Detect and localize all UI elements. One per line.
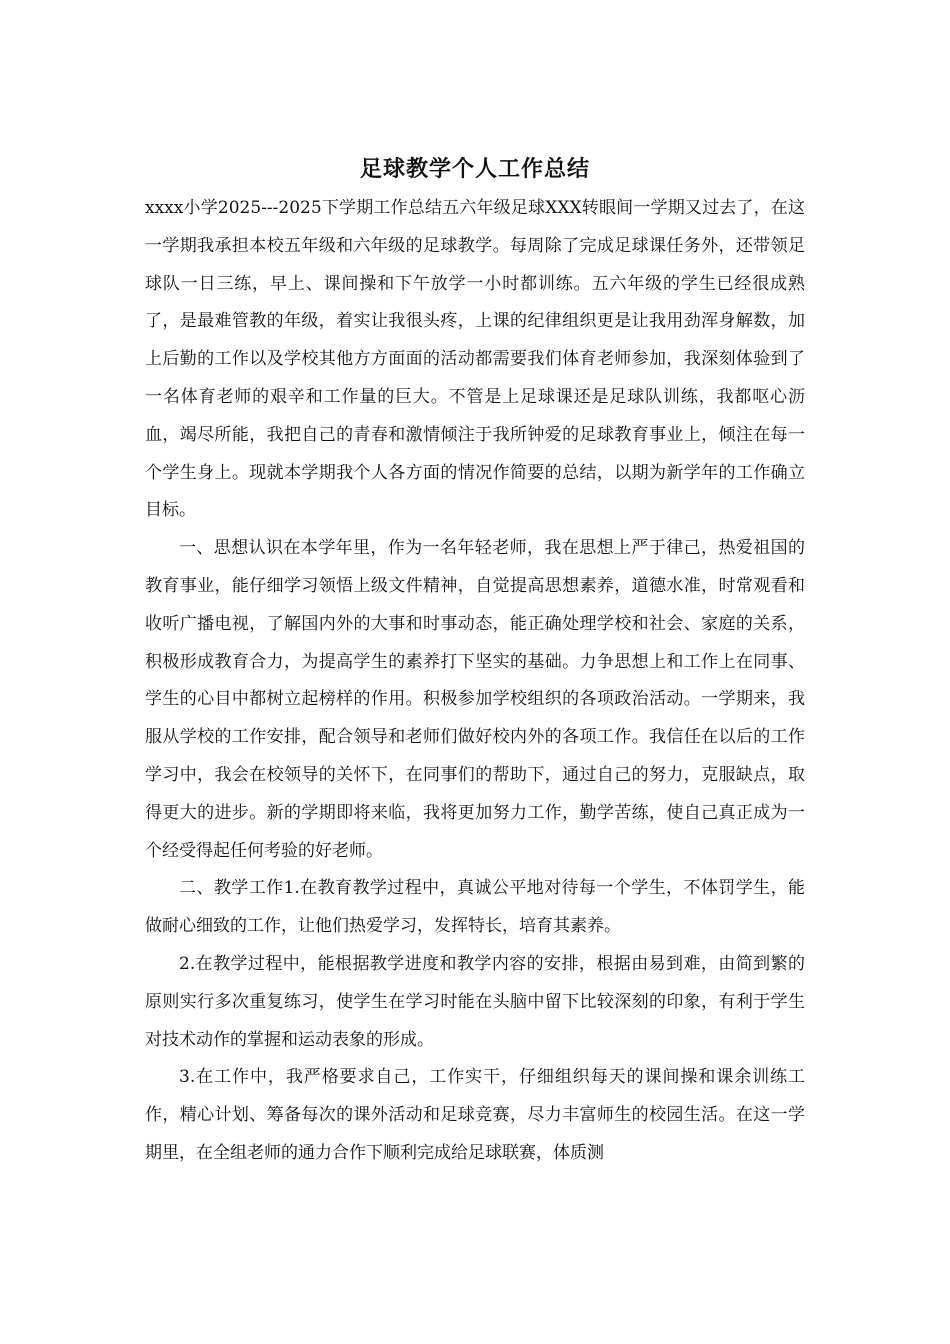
paragraph-teaching-2: 2.在教学过程中，能根据教学进度和教学内容的安排，根据由易到难，由简到繁的原则实行多次重复练习，使学生在学习时能在头脑中留下比较深刻的印象，有利于学生对技术动作的掌握和运动表象的形成。 (145, 953, 805, 1050)
paragraph-ideology: 一、思想认识在本学年里，作为一名年轻老师，我在思想上严于律己，热爱祖国的教育事业，能仔细学习领悟上级文件精神，自觉提高思想素养，道德水准，时常观看和收听广播电视，了解国内外的大事和时事动态，能正确处理学校和社会、家庭的关系，积极形成教育合力，为提高学生的素养打下坚实的基础。力争思想上和工作上在同事、学生的心目中都树立起榜样的作用。积极参加学校组织的各项政治活动。一学期来，我服从学校的工作安排，配合领导和老师们做好校内外的各项工作。我信任在以后的工作学习中，我会在校领导的关怀下，在同事们的帮助下，通过自己的努力，克服缺点，取得更大的进步。新的学期即将来临，我将更加努力工作，勤学苦练，使自己真正成为一个经受得起任何考验的好老师。 (145, 538, 805, 861)
paragraph-teaching-3: 3.在工作中，我严格要求自己，工作实干，仔细组织每天的课间操和课余训练工作，精心计划、筹备每次的课外活动和足球竞赛，尽力丰富师生的校园生活。在这一学期里，在全组老师的通力合作下顺利完成给足球联赛，体质测 (145, 1067, 805, 1163)
paragraph-teaching-1: 二、教学工作1.在教育教学过程中，真诚公平地对待每一个学生，不体罚学生，能做耐心细致的工作，让他们热爱学习，发挥特长，培育其素养。 (145, 878, 805, 937)
document-page (145, 150, 805, 1173)
document-title: 足球教学个人工作总结 (359, 157, 590, 182)
paragraph-intro: xxxx小学2025---2025下学期工作总结五六年级足球XXX转眼间一学期又过去了，在这一学期我承担本校五年级和六年级的足球教学。每周除了完成足球课任务外，还带领足球队一日三练，早上、课间操和下午放学一小时都训练。五六年级的学生已经很成熟了，是最难管教的年级，着实让我很头疼，上课的纪律组织更是让我用劲浑身解数，加上后勤的工作以及学校其他方方面面的活动都需要我们体育老师参加，我深刻体验到了一名体育老师的艰辛和工作量的巨大。不管是上足球课还是足球队训练，我都呕心沥血，竭尽所能，我把自己的青春和激情倾注于我所钟爱的足球教育事业上，倾注在每一个学生身上。现就本学期我个人各方面的情况作简要的总结，以期为新学年的工作确立目标。 (145, 198, 805, 521)
